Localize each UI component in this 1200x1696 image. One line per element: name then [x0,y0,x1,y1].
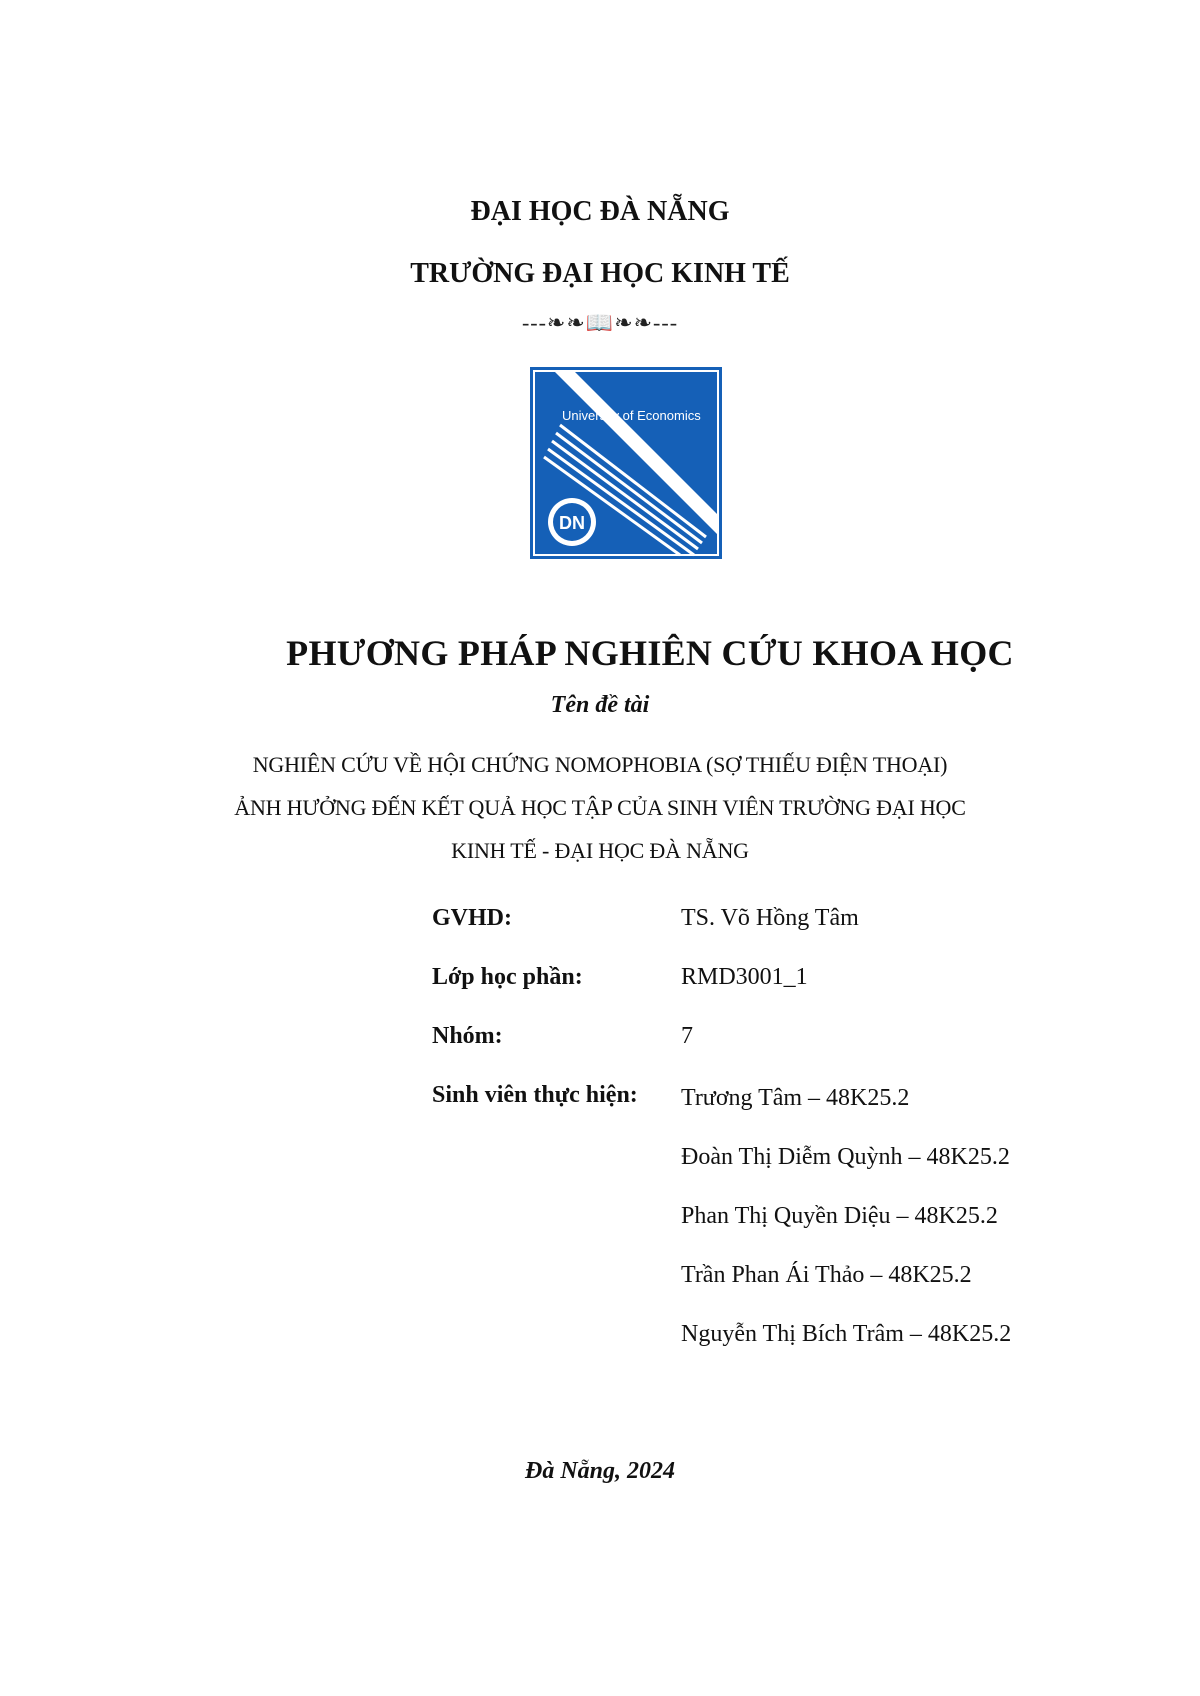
topic-title-line: NGHIÊN CỨU VỀ HỘI CHỨNG NOMOPHOBIA (SỢ THIẾU ĐIỆN THOẠI) [252,752,948,777]
students-label: Sinh viên thực hiện: [432,1082,638,1108]
group-label: Nhóm: [432,1023,503,1049]
student-name: Đoàn Thị Diễm Quỳnh – 48K25.2 [681,1144,1010,1170]
topic-title-line: ẢNH HƯỞNG ĐẾN KẾT QUẢ HỌC TẬP CỦA SINH VIÊN TRƯỜNG ĐẠI HỌC [234,795,966,820]
place-date: Đà Nẵng, 2024 [524,1458,675,1484]
ornament-divider: ---❧❧📖❧❧--- [521,310,679,335]
student-name: Nguyễn Thị Bích Trâm – 48K25.2 [681,1321,1012,1347]
logo-emblem-text: DN [559,513,585,533]
university-logo-graphic [530,367,722,559]
logo-text: University of Economics [562,408,701,423]
topic-label: Tên đề tài [550,692,650,718]
student-list [681,1085,1011,1380]
student-name: Trần Phan Ái Thảo – 48K25.2 [681,1262,972,1288]
course-title: PHƯƠNG PHÁP NGHIÊN CỨU KHOA HỌC [286,633,1014,673]
group-value: 7 [681,1023,693,1049]
class-label: Lớp học phần: [432,964,583,990]
topic-title-line: KINH TẾ - ĐẠI HỌC ĐÀ NẴNG [451,838,749,863]
class-value: RMD3001_1 [681,964,808,990]
advisor-value: TS. Võ Hồng Tâm [681,905,859,931]
school-name: TRƯỜNG ĐẠI HỌC KINH TẾ [410,258,790,289]
university-logo [530,367,722,559]
student-name: Trương Tâm – 48K25.2 [681,1085,910,1111]
student-name: Phan Thị Quyền Diệu – 48K25.2 [681,1203,998,1229]
university-name: ĐẠI HỌC ĐÀ NẴNG [470,196,730,227]
advisor-label: GVHD: [432,905,512,931]
